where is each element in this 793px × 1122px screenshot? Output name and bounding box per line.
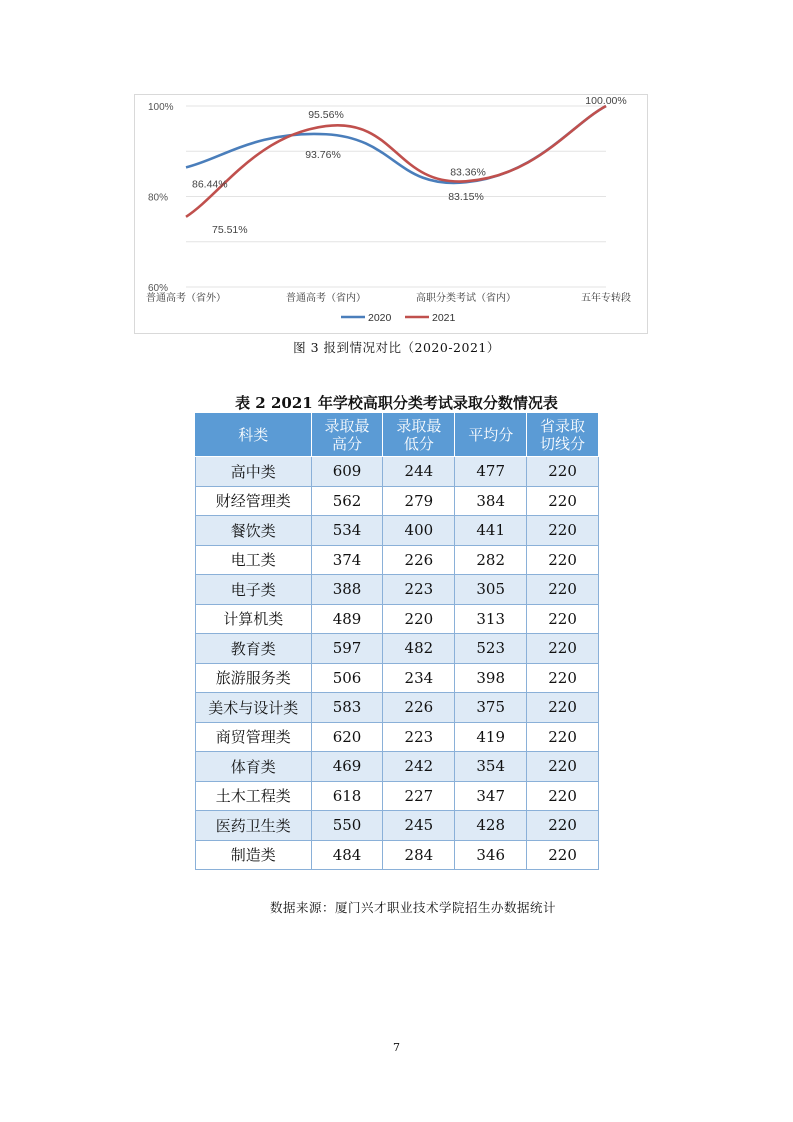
x-tick-label: 普通高考（省内）	[286, 293, 366, 304]
score-cell: 469	[311, 752, 383, 782]
y-tick-label: 100%	[148, 102, 174, 113]
data-label: 100.00%	[585, 95, 627, 107]
y-tick-label: 60%	[148, 283, 169, 294]
data-label: 93.76%	[305, 149, 341, 162]
score-cell: 428	[455, 811, 527, 841]
score-cell: 583	[311, 693, 383, 723]
score-table	[195, 412, 599, 870]
score-cell: 313	[455, 604, 527, 634]
score-cell: 223	[383, 575, 455, 605]
score-cell: 441	[455, 516, 527, 546]
score-cell: 388	[311, 575, 383, 605]
data-label: 75.51%	[212, 223, 248, 236]
legend-label: 2021	[432, 312, 456, 324]
table-title: 表 2 2021 年学校高职分类考试录取分数情况表	[235, 394, 558, 412]
legend-label: 2020	[368, 312, 392, 324]
table-row	[196, 663, 599, 693]
column-header-line: 科类	[238, 425, 269, 444]
score-cell: 234	[383, 663, 455, 693]
score-cell: 374	[311, 545, 383, 575]
score-cell: 279	[383, 486, 455, 516]
score-cell: 523	[455, 634, 527, 664]
score-cell: 534	[311, 516, 383, 546]
score-cell: 220	[527, 545, 599, 575]
score-cell: 489	[311, 604, 383, 634]
data-label: 86.44%	[192, 178, 228, 191]
column-header-line: 录取最	[396, 416, 442, 435]
table-row	[196, 752, 599, 782]
column-header-line: 省录取	[540, 416, 586, 435]
score-cell: 305	[455, 575, 527, 605]
figure-caption: 图 3 报到情况对比（2020-2021）	[293, 340, 500, 355]
line-chart	[134, 94, 648, 334]
category-cell: 土木工程类	[196, 781, 312, 811]
score-cell: 220	[527, 457, 599, 487]
score-cell: 346	[455, 840, 527, 870]
score-cell: 620	[311, 722, 383, 752]
table-row	[196, 575, 599, 605]
table-row	[196, 545, 599, 575]
table-row	[196, 457, 599, 487]
column-header	[196, 413, 312, 457]
score-cell: 419	[455, 722, 527, 752]
score-cell: 347	[455, 781, 527, 811]
score-cell: 220	[527, 486, 599, 516]
score-cell: 477	[455, 457, 527, 487]
column-header-line: 切线分	[540, 434, 586, 453]
score-cell: 245	[383, 811, 455, 841]
score-cell: 354	[455, 752, 527, 782]
score-cell: 597	[311, 634, 383, 664]
score-cell: 384	[455, 486, 527, 516]
score-cell: 562	[311, 486, 383, 516]
category-cell: 美术与设计类	[196, 693, 312, 723]
category-cell: 计算机类	[196, 604, 312, 634]
column-header-line: 低分	[403, 434, 434, 453]
column-header	[383, 413, 455, 457]
score-cell: 220	[527, 811, 599, 841]
category-cell: 医药卫生类	[196, 811, 312, 841]
data-label: 95.56%	[308, 109, 344, 122]
y-tick-label: 80%	[148, 192, 169, 204]
score-cell: 226	[383, 693, 455, 723]
data-label: 83.36%	[450, 166, 486, 179]
score-cell: 223	[383, 722, 455, 752]
source-note: 数据来源：厦门兴才职业技术学院招生办数据统计	[270, 900, 557, 915]
x-tick-label: 五年专转段	[581, 293, 631, 304]
score-cell: 220	[527, 781, 599, 811]
category-cell: 餐饮类	[196, 516, 312, 546]
table-row	[196, 516, 599, 546]
score-cell: 244	[383, 457, 455, 487]
score-cell: 220	[383, 604, 455, 634]
table-row	[196, 634, 599, 664]
score-cell: 220	[527, 516, 599, 546]
table-header-row	[196, 413, 599, 457]
column-header	[527, 413, 599, 457]
score-cell: 484	[311, 840, 383, 870]
x-tick-label: 普通高考（省外）	[146, 293, 226, 304]
column-header-line: 高分	[332, 434, 363, 453]
category-cell: 体育类	[196, 752, 312, 782]
score-cell: 220	[527, 575, 599, 605]
table-row	[196, 811, 599, 841]
category-cell: 高中类	[196, 457, 312, 487]
x-tick-label: 高职分类考试（省内）	[416, 293, 516, 304]
category-cell: 电工类	[196, 545, 312, 575]
category-cell: 财经管理类	[196, 486, 312, 516]
table-row	[196, 781, 599, 811]
score-cell: 220	[527, 663, 599, 693]
category-cell: 制造类	[196, 840, 312, 870]
data-label: 83.15%	[448, 191, 484, 204]
table-row	[196, 722, 599, 752]
table-row	[196, 840, 599, 870]
score-cell: 550	[311, 811, 383, 841]
column-header-line: 录取最	[324, 416, 370, 435]
score-cell: 618	[311, 781, 383, 811]
table-row	[196, 604, 599, 634]
score-cell: 398	[455, 663, 527, 693]
score-cell: 220	[527, 752, 599, 782]
score-cell: 226	[383, 545, 455, 575]
score-cell: 609	[311, 457, 383, 487]
score-cell: 284	[383, 840, 455, 870]
score-cell: 227	[383, 781, 455, 811]
column-header	[311, 413, 383, 457]
score-cell: 400	[383, 516, 455, 546]
category-cell: 电子类	[196, 575, 312, 605]
page-number: 7	[393, 1041, 400, 1054]
score-cell: 220	[527, 634, 599, 664]
column-header	[455, 413, 527, 457]
score-cell: 220	[527, 840, 599, 870]
category-cell: 旅游服务类	[196, 663, 312, 693]
category-cell: 商贸管理类	[196, 722, 312, 752]
score-cell: 220	[527, 693, 599, 723]
category-cell: 教育类	[196, 634, 312, 664]
table-row	[196, 693, 599, 723]
score-cell: 220	[527, 604, 599, 634]
column-header-line: 平均分	[468, 425, 514, 444]
score-cell: 482	[383, 634, 455, 664]
score-cell: 506	[311, 663, 383, 693]
score-cell: 220	[527, 722, 599, 752]
score-cell: 375	[455, 693, 527, 723]
score-cell: 242	[383, 752, 455, 782]
series-line-2020	[186, 106, 606, 183]
chart-svg	[135, 95, 647, 333]
table-body	[196, 457, 599, 870]
table-row	[196, 486, 599, 516]
score-cell: 282	[455, 545, 527, 575]
